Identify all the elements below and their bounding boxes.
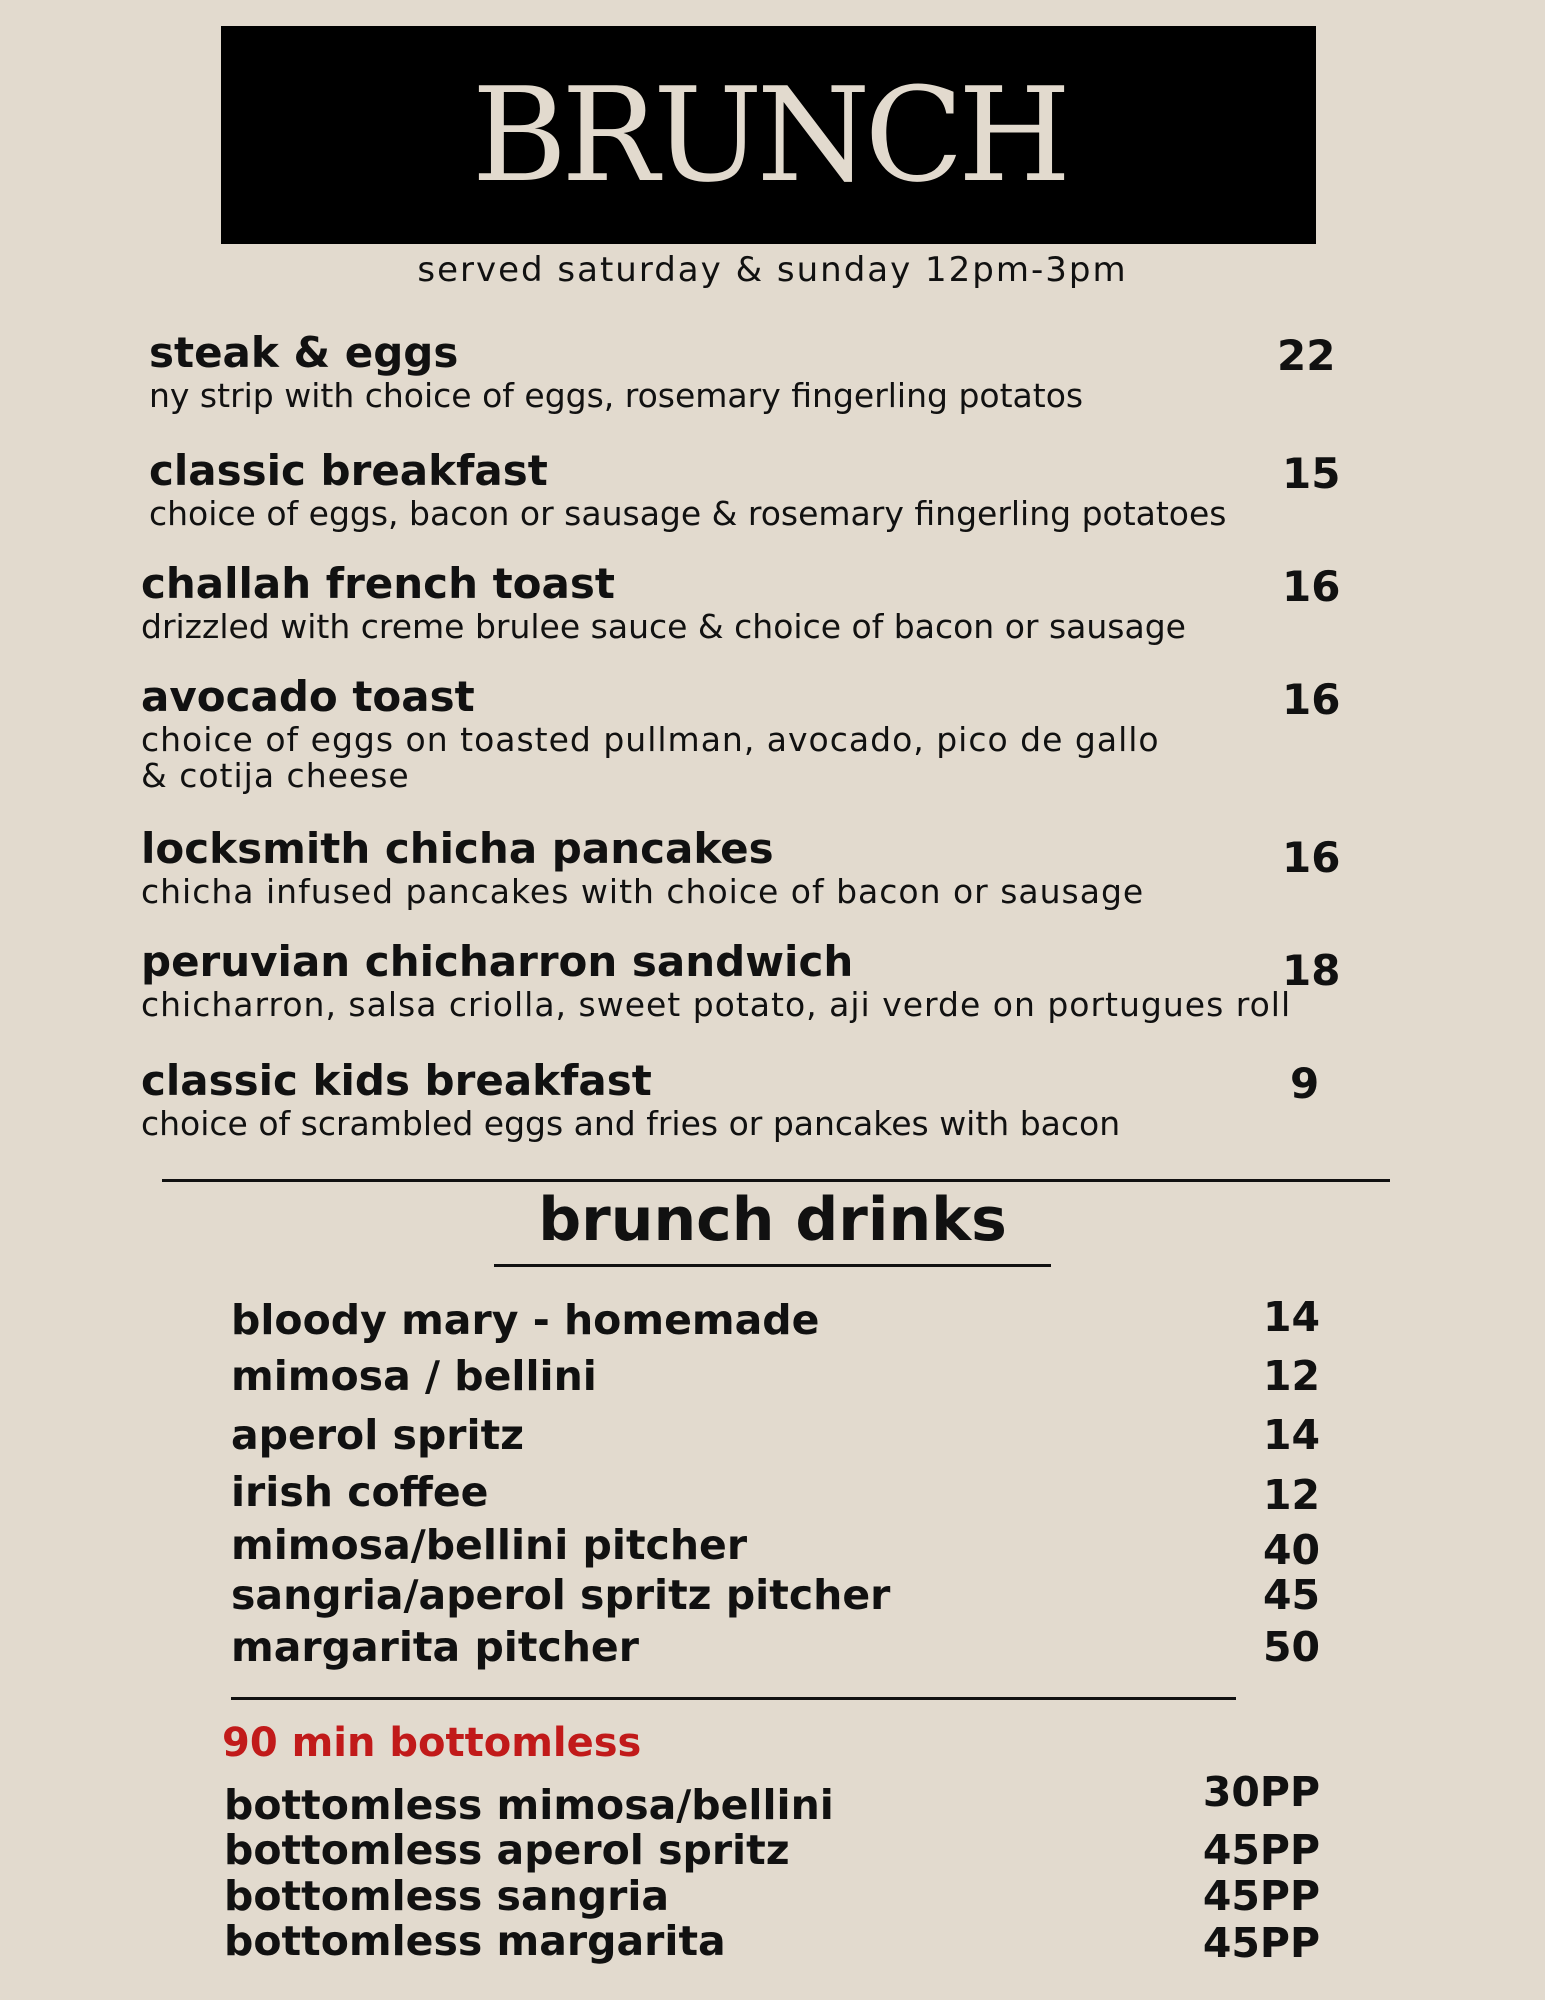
menu-item-price: 15 bbox=[1282, 449, 1341, 498]
menu-item bbox=[141, 561, 1186, 645]
menu-item-name: peruvian chicharron sandwich bbox=[141, 937, 854, 986]
bottomless-price: 45PP bbox=[1202, 1919, 1320, 1967]
drinks-heading: brunch drinks bbox=[538, 1185, 1007, 1255]
bottomless-name: bottomless mimosa/bellini bbox=[224, 1781, 834, 1829]
drink-name: sangria/aperol spritz pitcher bbox=[231, 1571, 891, 1619]
menu-item bbox=[149, 330, 1083, 414]
menu-item-desc: choice of scrambled eggs and fries or pancakes with bacon bbox=[141, 1104, 1121, 1144]
bottomless-price: 30PP bbox=[1202, 1768, 1320, 1816]
drink-price: 12 bbox=[1262, 1471, 1320, 1519]
bottomless-price: 45PP bbox=[1202, 1826, 1320, 1874]
menu-item-name: challah french toast bbox=[141, 559, 615, 608]
menu-item-price: 9 bbox=[1290, 1059, 1320, 1108]
bottomless-name: bottomless aperol spritz bbox=[224, 1826, 790, 1874]
bottomless-heading: 90 min bottomless bbox=[222, 1720, 642, 1766]
service-hours: served saturday & sunday 12pm-3pm bbox=[417, 250, 1128, 290]
menu-item-desc: drizzled with creme brulee sauce & choice of bacon or sausage bbox=[141, 607, 1186, 647]
menu-item-name: classic breakfast bbox=[149, 446, 548, 495]
bottomless-name: bottomless margarita bbox=[224, 1917, 726, 1965]
drink-name: irish coffee bbox=[231, 1468, 489, 1516]
drink-price: 40 bbox=[1262, 1526, 1320, 1574]
menu-item-price: 16 bbox=[1282, 675, 1341, 724]
section-divider bbox=[162, 1179, 1390, 1182]
menu-item-price: 16 bbox=[1282, 833, 1341, 882]
bottomless-divider bbox=[231, 1697, 1236, 1700]
bottomless-price: 45PP bbox=[1202, 1872, 1320, 1920]
bottomless-name: bottomless sangria bbox=[224, 1872, 670, 1920]
menu-item-name: avocado toast bbox=[141, 672, 475, 721]
menu-item bbox=[141, 826, 1144, 910]
drink-price: 12 bbox=[1262, 1352, 1320, 1400]
drink-price: 14 bbox=[1262, 1411, 1320, 1459]
menu-item bbox=[141, 674, 1160, 795]
page-title: BRUNCH bbox=[471, 59, 1066, 211]
menu-item-price: 22 bbox=[1277, 331, 1336, 380]
drink-price: 50 bbox=[1262, 1623, 1320, 1671]
menu-item-name: locksmith chicha pancakes bbox=[141, 824, 774, 873]
drink-name: bloody mary - homemade bbox=[231, 1296, 820, 1344]
menu-item-desc-continued: & cotija cheese bbox=[141, 756, 410, 796]
menu-item-price: 16 bbox=[1282, 562, 1341, 611]
drink-name: aperol spritz bbox=[231, 1411, 525, 1459]
title-banner bbox=[221, 26, 1316, 244]
drink-name: mimosa / bellini bbox=[231, 1352, 597, 1400]
menu-item-desc: chicha infused pancakes with choice of bacon or sausage bbox=[141, 872, 1145, 912]
drink-name: mimosa/bellini pitcher bbox=[231, 1521, 748, 1569]
menu-item bbox=[149, 448, 1227, 532]
menu-item-name: steak & eggs bbox=[149, 328, 459, 377]
menu-item-desc: choice of eggs, bacon or sausage & rosemary fingerling potatoes bbox=[149, 494, 1227, 534]
menu-item-name: classic kids breakfast bbox=[141, 1056, 652, 1105]
menu-item-price: 18 bbox=[1282, 946, 1341, 995]
drinks-heading-underline bbox=[494, 1264, 1051, 1267]
menu-item-desc: ny strip with choice of eggs, rosemary fingerling potatos bbox=[149, 376, 1084, 416]
menu-item bbox=[141, 1058, 1120, 1142]
drink-name: margarita pitcher bbox=[231, 1623, 639, 1671]
menu-item-desc: choice of eggs on toasted pullman, avocado, pico de gallo bbox=[141, 720, 1160, 760]
drink-price: 45 bbox=[1262, 1571, 1320, 1619]
menu-item bbox=[141, 939, 1291, 1023]
drink-price: 14 bbox=[1262, 1293, 1320, 1341]
menu-item-desc: chicharron, salsa criolla, sweet potato, aji verde on portugues roll bbox=[141, 985, 1292, 1025]
